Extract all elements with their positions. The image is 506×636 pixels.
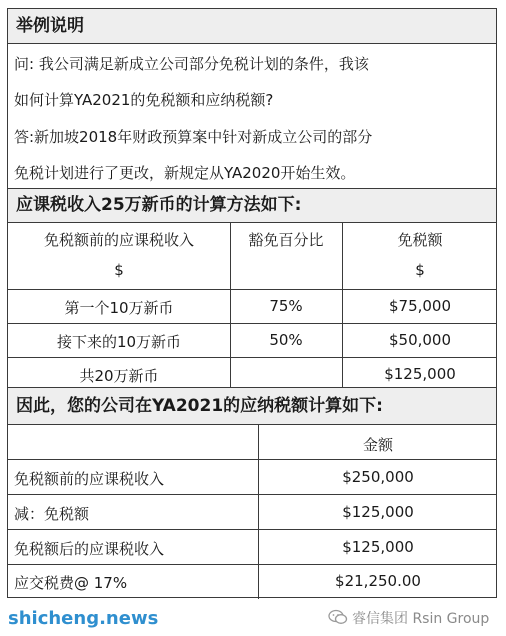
divider [8,459,496,460]
answer-line-2: 免税计划进行了更改，新规定从YA2020开始生效。 [14,164,356,182]
table-row-label: 应交税费@ 17% [14,574,128,592]
site-watermark: shicheng.news [8,608,159,629]
col-header-amount: 金额 [362,436,393,454]
divider [8,424,496,425]
question-line-2: 如何计算YA2021的免税额和应纳税额? [14,91,274,109]
table-row-label: 接下来的10万新币 [56,333,182,351]
table-row-amount: $75,000 [388,297,452,315]
table-row-amount: $125,000 [342,538,414,556]
col-unit: $ [415,261,425,279]
col-header-exemption-amount: 免税额 [397,231,443,249]
col-header-exemption-pct: 豁免百分比 [248,231,324,249]
table-row-pct: 50% [269,331,303,349]
table-row-amount: $50,000 [388,331,452,349]
wechat-icon [328,609,348,625]
divider [8,494,496,495]
table-row-label: 共20万新币 [79,367,159,385]
divider [8,289,496,290]
table-row-label: 免税额前的应课税收入 [14,470,165,488]
table-row-amount: $250,000 [342,468,414,486]
table-row-amount: $125,000 [384,365,456,383]
table-row-amount: $21,250.00 [335,572,421,590]
divider [8,529,496,530]
divider [8,357,496,358]
tax-heading: 因此，您的公司在YA2021的应纳税额计算如下: [8,388,496,424]
table-row-label: 第一个10万新币 [64,299,174,317]
divider [8,564,496,565]
answer-line-1: 答:新加坡2018年财政预算案中针对新成立公司的部分 [14,128,373,146]
tax-example-card [7,8,497,598]
table-row-label: 减：免税额 [14,505,90,523]
example-heading: 举例说明 [8,9,496,43]
col-header-taxable-income: 免税额前的应课税收入 [43,231,194,249]
table-row-pct: 75% [269,297,303,315]
col-unit: $ [114,261,124,279]
table-row-amount: $125,000 [342,503,414,521]
table-row-label: 免税额后的应课税收入 [14,540,165,558]
question-line-1: 问: 我公司满足新成立公司部分免税计划的条件，我该 [14,55,369,73]
divider [8,43,496,44]
method-heading: 应课税收入25万新币的计算方法如下: [8,189,496,222]
brand-watermark: 睿信集团 Rsin Group [352,611,490,627]
divider [8,323,496,324]
divider [8,222,496,223]
